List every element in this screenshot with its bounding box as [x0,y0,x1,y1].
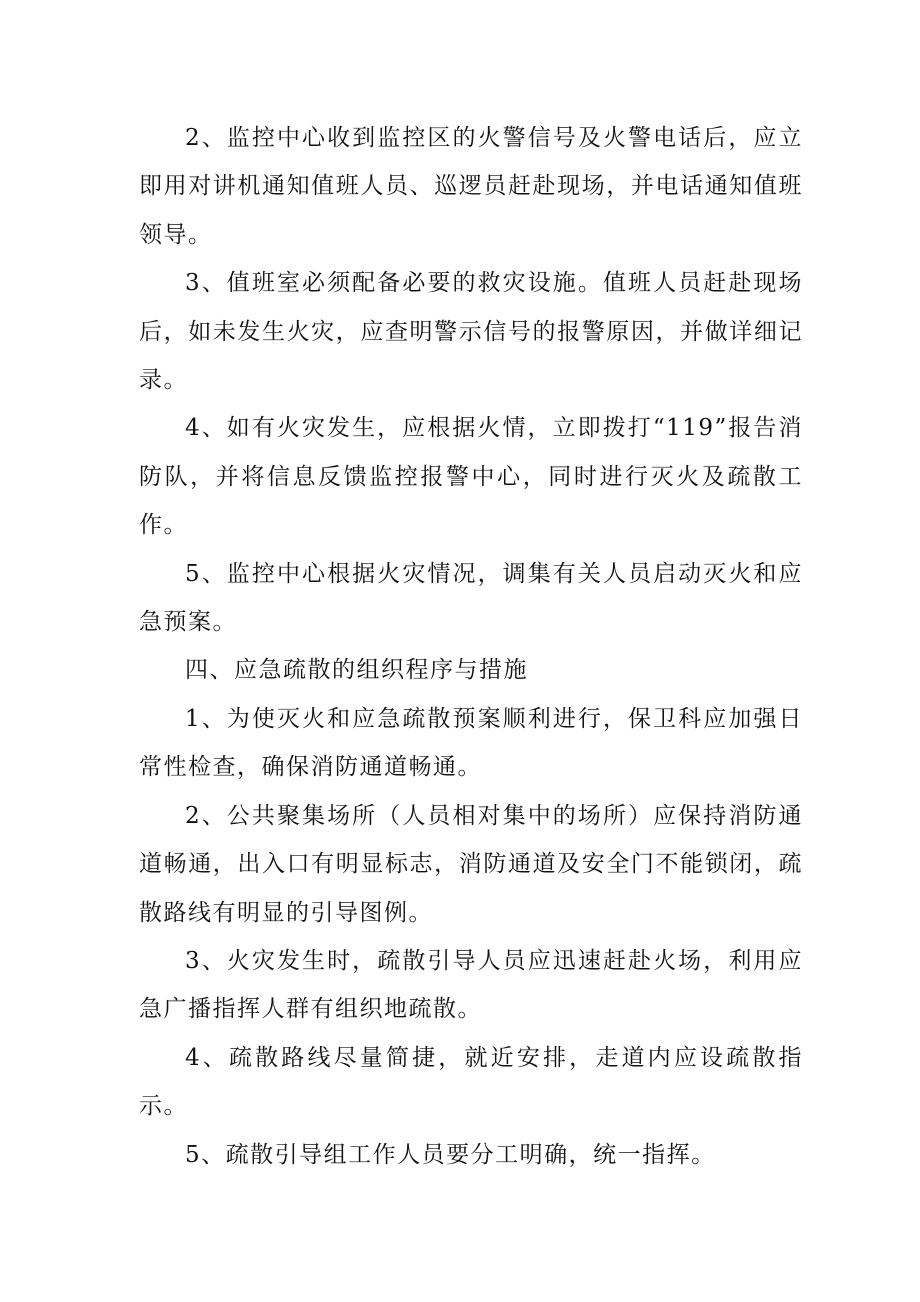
paragraph-evacuation-guide: 3、火灾发生时，疏散引导人员应迅速赶赴火场，利用应急广播指挥人群有组织地疏散。 [139,947,803,1023]
paragraph-public-places: 2、公共聚集场所（人员相对集中的场所）应保持消防通道畅通，出入口有明显标志，消防通道及安全门不能锁闭，疏散路线有明显的引导图例。 [139,802,803,926]
paragraph-duty-room: 3、值班室必须配备必要的救灾设施。值班人员赶赴现场后，如未发生火灾，应查明警示信号的报警原因，并做详细记录。 [139,270,803,394]
document-body [139,114,803,1179]
paragraph-evacuation-route: 4、疏散路线尽量简捷，就近安排，走道内应设疏散指示。 [139,1044,803,1120]
section-heading-evacuation: 四、应急疏散的组织程序与措施 [185,657,528,684]
paragraph-monitoring-alarm: 2、监控中心收到监控区的火警信号及火警电话后，应立即用对讲机通知值班人员、巡逻员赶赴现场，并电话通知值班领导。 [139,125,803,248]
paragraph-emergency-plan: 5、监控中心根据火灾情况，调集有关人员启动灭火和应急预案。 [139,560,803,636]
paragraph-daily-inspection: 1、为使灭火和应急疏散预案顺利进行，保卫科应加强日常性检查，确保消防通道畅通。 [139,705,803,781]
paragraph-command: 5、疏散引导组工作人员要分工明确，统一指挥。 [185,1141,716,1168]
paragraph-fire-report: 4、如有火灾发生，应根据火情，立即拨打“119”报告消防队，并将信息反馈监控报警中心，同时进行灭火及疏散工作。 [139,415,803,539]
